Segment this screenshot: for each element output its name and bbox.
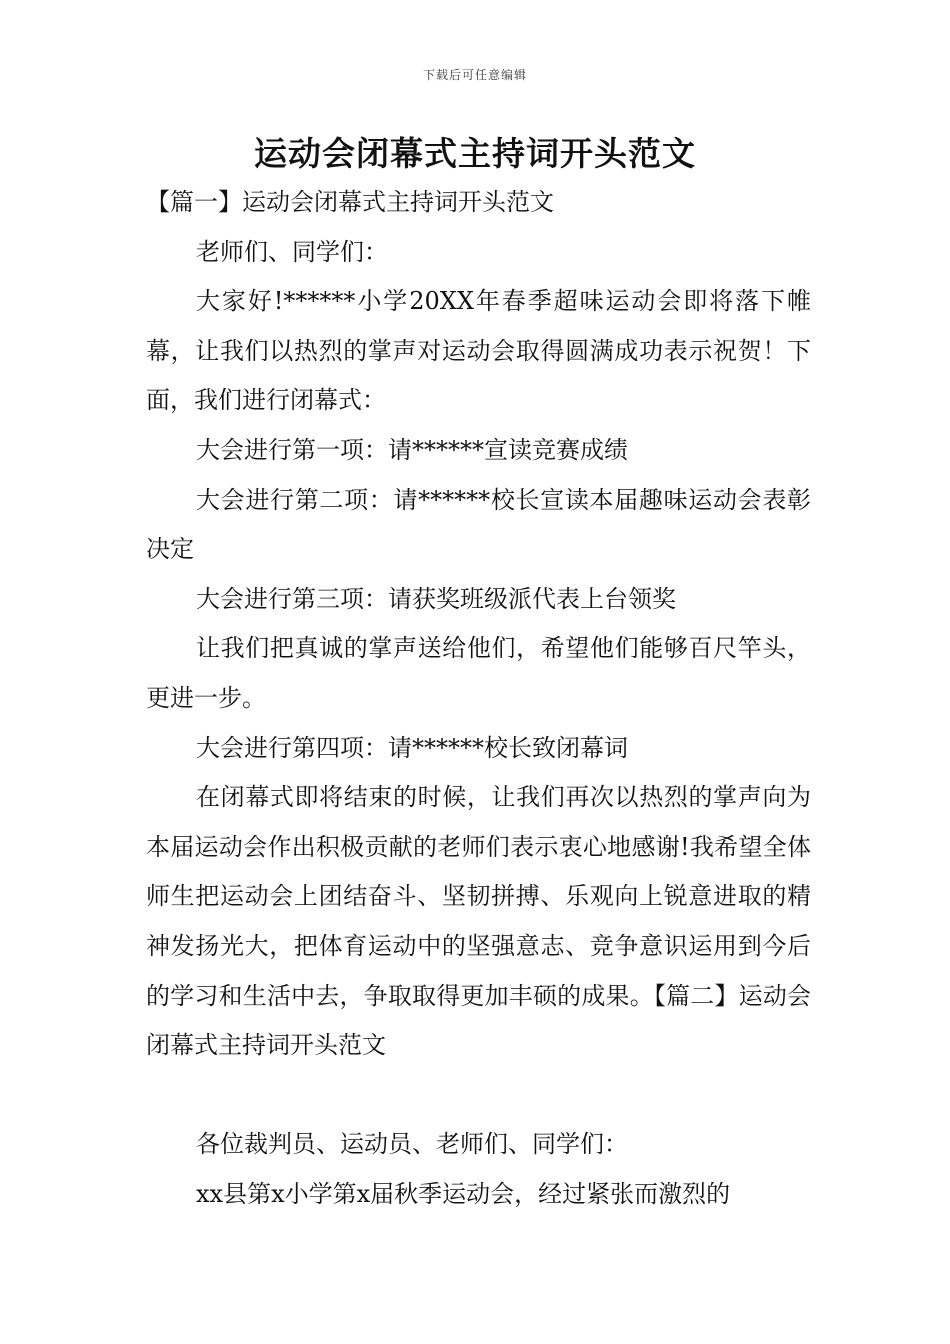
agenda-item-2: 大会进行第二项：请******校长宣读本届趣味运动会表彰决定 <box>146 485 811 564</box>
document-body <box>146 178 811 1219</box>
document-title: 运动会闭幕式主持词开头范文 <box>254 134 696 173</box>
header-note: 下载后可任意编辑 <box>422 68 527 82</box>
agenda-item-3: 大会进行第三项：请获奖班级派代表上台领奖 <box>196 584 676 613</box>
closing-paragraph: 在闭幕式即将结束的时候，让我们再次以热烈的掌声向为本届运动会作出积极贡献的老师们表示衷心地感谢!我希望全体师生把运动会上团结奋斗、坚韧拼搏、乐观向上锐意进取的精神发扬光大，把体育运动中的坚强意志、竞争意识运用到今后的学习和生活中去，争取取得更加丰硕的成果。【篇二】运动会闭幕式主持词开头范文 <box>146 783 811 1060</box>
salutation-paragraph-2: 各位裁判员、运动员、老师们、同学们： <box>196 1130 628 1159</box>
agenda-item-1: 大会进行第一项：请******宣读竞赛成绩 <box>196 435 628 464</box>
applause-paragraph: 让我们把真诚的掌声送给他们，希望他们能够百尺竿头，更进一步。 <box>146 634 811 712</box>
opening-paragraph: 大家好!******小学20XX年春季超味运动会即将落下帷幕，让我们以热烈的掌声对运动会取得圆满成功表示祝贺！下面，我们进行闭幕式： <box>146 287 811 415</box>
agenda-item-4: 大会进行第四项：请******校长致闭幕词 <box>196 733 628 762</box>
body-paragraph-partial: xx县第x小学第x届秋季运动会，经过紧张而激烈的 <box>196 1179 731 1208</box>
salutation-paragraph: 老师们、同学们： <box>196 237 388 266</box>
section-heading-1: 【篇一】运动会闭幕式主持词开头范文 <box>146 188 554 216</box>
